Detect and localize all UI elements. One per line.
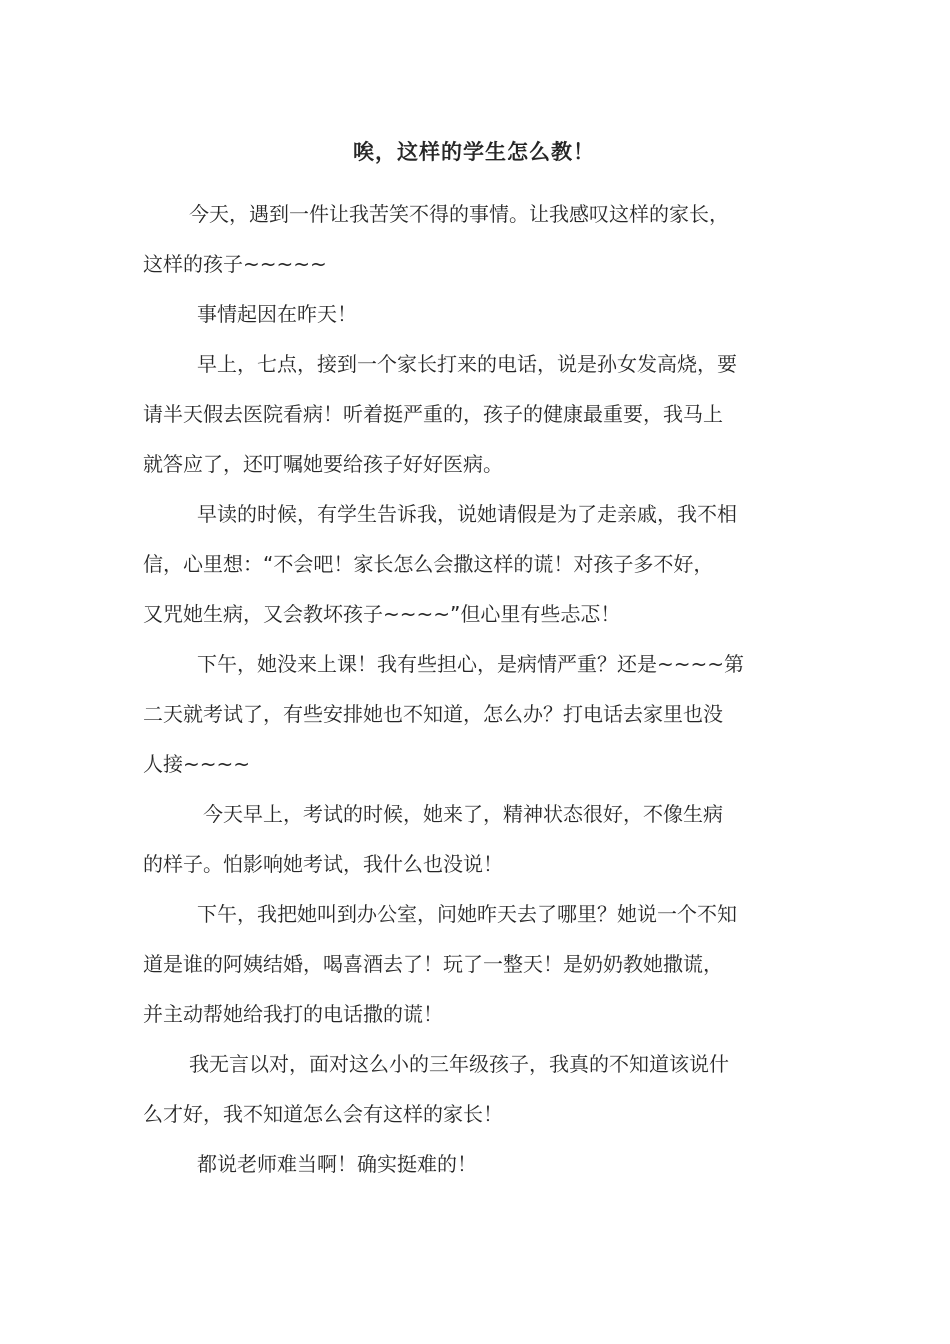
paragraph-line: 道是谁的阿姨结婚，喝喜酒去了！玩了一整天！是奶奶教她撒谎， [143,952,723,976]
paragraph [143,289,805,339]
document-page [143,130,805,1189]
paragraph-line: 又咒她生病，又会教坏孩子~~~~”但心里有些忐忑！ [143,602,621,626]
paragraph-line: 么才好，我不知道怎么会有这样的家长！ [143,1102,503,1126]
paragraph [143,489,805,639]
paragraph-line: 今天，遇到一件让我苦笑不得的事情。让我感叹这样的家长， [189,202,729,226]
paragraph-line: 今天早上，考试的时候，她来了，精神状态很好，不像生病 [203,802,723,826]
paragraph [143,889,805,1039]
paragraph-line: 人接~~~~ [143,752,251,776]
paragraph-line: 信，心里想：“不会吧！家长怎么会撒这样的谎！对孩子多不好， [143,552,714,576]
paragraph-line: 就答应了，还叮嘱她要给孩子好好医病。 [143,452,503,476]
paragraph [143,1039,805,1139]
paragraph-line: 请半天假去医院看病！听着挺严重的，孩子的健康最重要，我马上 [143,402,723,426]
paragraph [143,1139,805,1189]
paragraph-line: 都说老师难当啊！确实挺难的！ [197,1152,477,1176]
paragraph-line: 的样子。怕影响她考试，我什么也没说！ [143,852,503,876]
paragraph [143,339,805,489]
paragraph-line: 二天就考试了，有些安排她也不知道，怎么办？打电话去家里也没 [143,702,723,726]
document-body [143,189,805,1189]
paragraph-line: 下午，她没来上课！我有些担心，是病情严重？还是~~~~第 [197,652,745,676]
paragraph-line: 早读的时候，有学生告诉我，说她请假是为了走亲戚，我不相 [197,502,737,526]
document-title: 唉，这样的学生怎么教！ [353,140,595,164]
paragraph [143,639,805,789]
paragraph-line: 并主动帮她给我打的电话撒的谎！ [143,1002,443,1026]
paragraph [143,189,805,289]
paragraph-line: 下午，我把她叫到办公室，问她昨天去了哪里？她说一个不知 [197,902,737,926]
paragraph-line: 早上，七点，接到一个家长打来的电话，说是孙女发高烧，要 [197,352,737,376]
paragraph-line: 这样的孩子~~~~~ [143,252,327,276]
paragraph-line: 事情起因在昨天！ [197,302,357,326]
paragraph-line: 我无言以对，面对这么小的三年级孩子，我真的不知道该说什 [189,1052,729,1076]
paragraph [143,789,805,889]
